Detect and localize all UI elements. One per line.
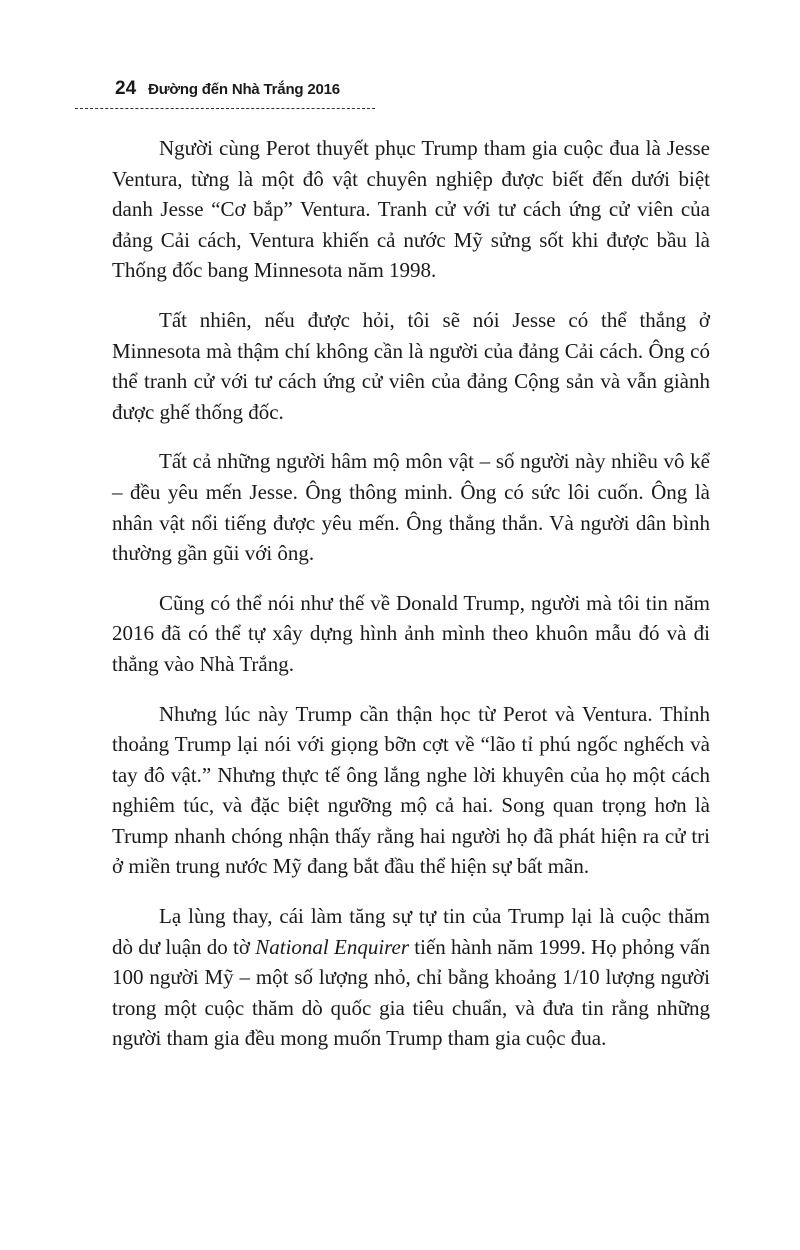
running-title: Đường đến Nhà Trắng 2016 xyxy=(148,81,340,98)
paragraph-6-text-end: tiến hành năm 1999. Họ phỏng vấn 100 người Mỹ – một số lượng nhỏ, chỉ bằng khoảng 1/10 lượng người trong một cuộc thăm dò quốc gia tiêu chuẩn, và đưa tin rằng những người tham gia đều mong muốn Trump tham gia cuộc đua. xyxy=(112,934,710,1051)
header-divider xyxy=(75,108,375,109)
page-number: 24 xyxy=(115,78,137,99)
paragraph-4: Cũng có thể nói như thế về Donald Trump, người mà tôi tin năm 2016 đã có thể tự xây dựng hình ảnh mình theo khuôn mẫu đó và đi thẳng vào Nhà Trắng. xyxy=(112,590,710,676)
paragraph-5: Nhưng lúc này Trump cần thận học từ Perot và Ventura. Thỉnh thoảng Trump lại nói với giọng bỡn cợt về “lão tỉ phú ngốc nghếch và tay đô vật.” Nhưng thực tế ông lắng nghe lời khuyên của họ một cách nghiêm túc, và đặc biệt ngưỡng mộ cả hai. Song quan trọng hơn là Trump nhanh chóng nhận thấy rằng hai người họ đã phát hiện ra cử tri ở miền trung nước Mỹ đang bắt đầu thể hiện sự bất mãn. xyxy=(112,701,710,879)
paragraph-1: Người cùng Perot thuyết phục Trump tham gia cuộc đua là Jesse Ventura, từng là một đô vật chuyên nghiệp được biết đến dưới biệt danh Jesse “Cơ bắp” Ventura. Tranh cử với tư cách ứng cử viên của đảng Cải cách, Ventura khiến cả nước Mỹ sửng sốt khi được bầu là Thống đốc bang Minnesota năm 1998. xyxy=(112,136,710,283)
paragraph-3: Tất cả những người hâm mộ môn vật – số người này nhiều vô kể – đều yêu mến Jesse. Ông thông minh. Ông có sức lôi cuốn. Ông là nhân vật nổi tiếng được yêu mến. Ông thẳng thắn. Và người dân bình thường gần gũi với ông. xyxy=(112,449,710,566)
paragraph-6-text-start: Lạ lùng thay, cái làm tăng sự tự tin của Trump lại là cuộc thăm dò dư luận do tờ xyxy=(112,904,710,959)
newspaper-name: National Enquirer xyxy=(255,934,410,959)
paragraph-2: Tất nhiên, nếu được hỏi, tôi sẽ nói Jesse có thể thắng ở Minnesota mà thậm chí không cần là người của đảng Cải cách. Ông có thể tranh cử với tư cách ứng cử viên của đảng Cộng sản và vẫn giành được ghế thống đốc. xyxy=(112,307,710,424)
body-text xyxy=(112,133,710,1073)
page-header xyxy=(115,78,340,106)
paragraph-6 xyxy=(112,901,710,1054)
